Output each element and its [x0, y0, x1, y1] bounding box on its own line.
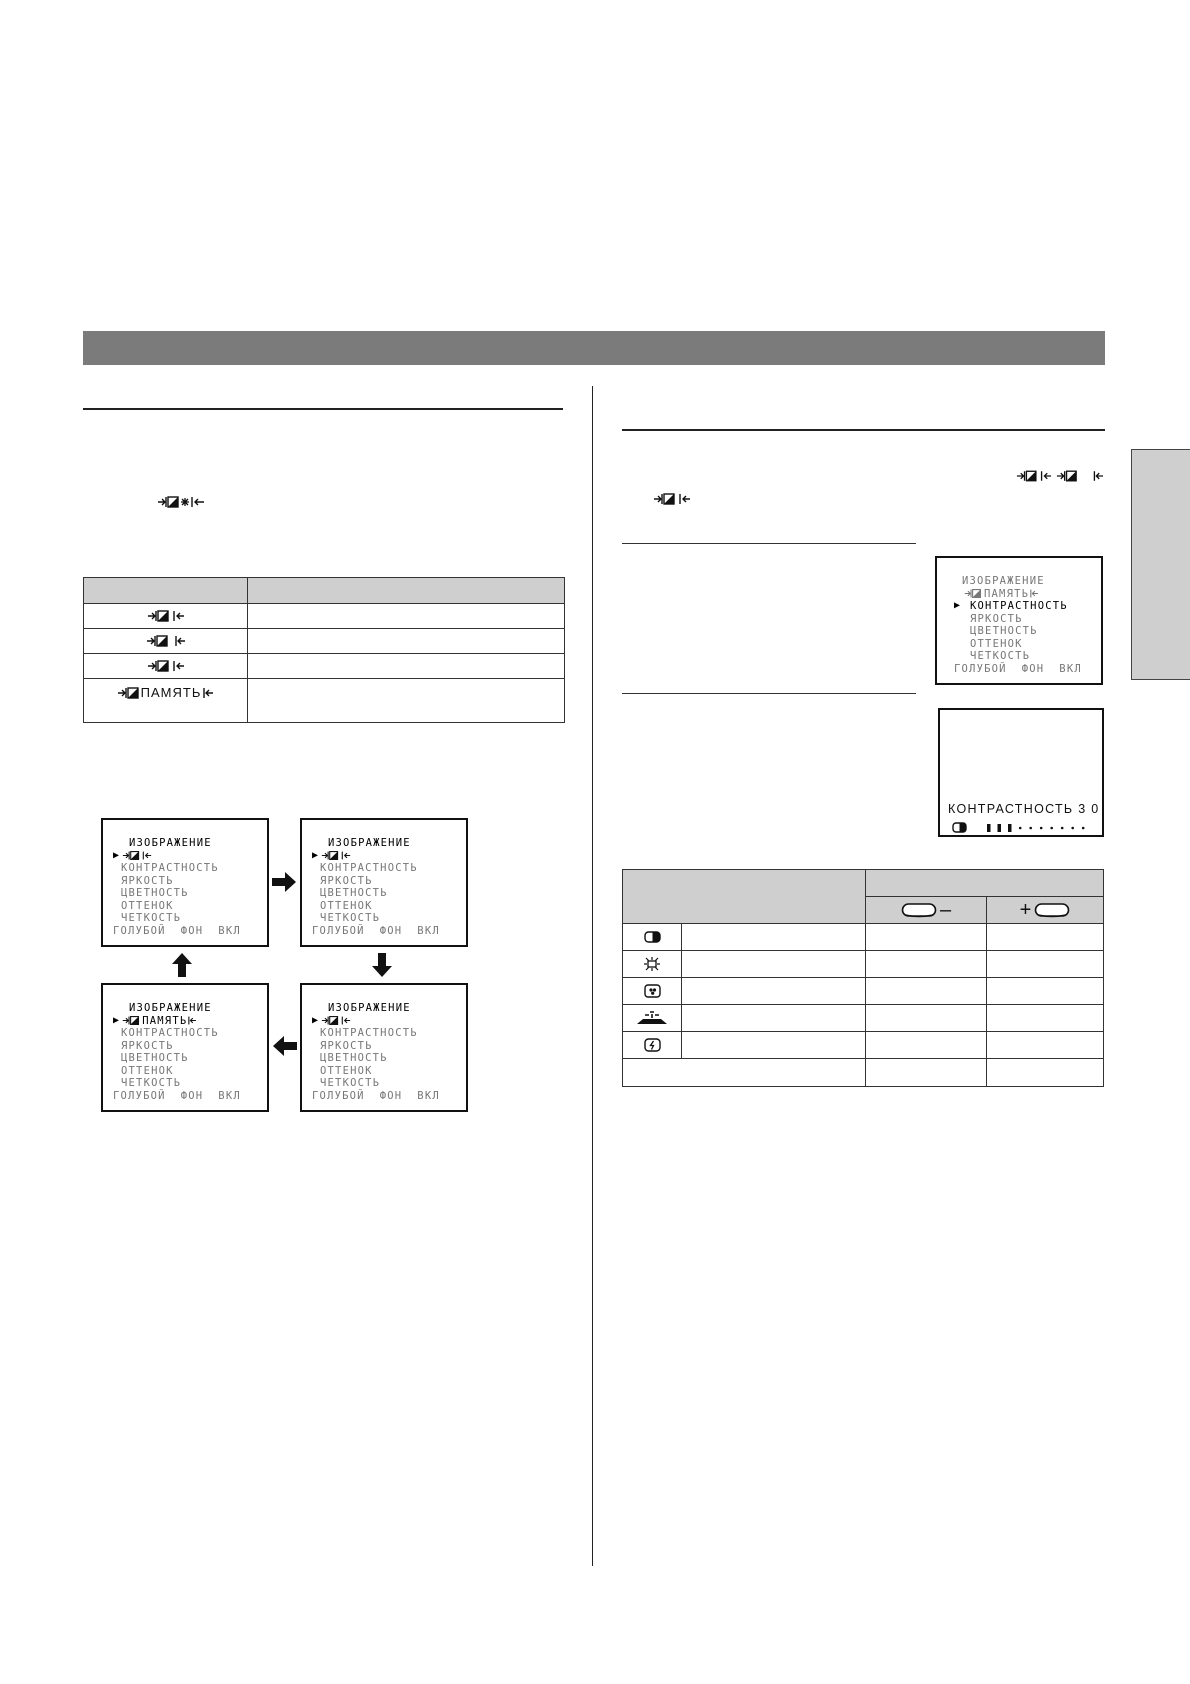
menu-item-contrast: КОНТРАСТНОСТЬ [121, 1027, 219, 1039]
arrow-left-icon [273, 1036, 297, 1056]
picture-mode-1-icon [147, 609, 185, 623]
menu-memory-label: ПАМЯТЬ [984, 587, 1030, 600]
modes-table-header-mode [84, 578, 248, 604]
modes-table-row [84, 604, 565, 629]
level-segment-empty [1082, 826, 1085, 829]
menu-item-color: ЦВЕТНОСТЬ [121, 887, 189, 899]
menu-item-brightness: ЯРКОСТЬ [121, 1039, 174, 1052]
picture-memory-icon [117, 686, 140, 700]
minus-button-icon [901, 902, 937, 918]
modes-table-header-description [248, 578, 565, 604]
menu-item-brightness: ЯРКОСТЬ [320, 874, 373, 887]
adjust-header-minus [866, 897, 987, 924]
plus-button-icon [1034, 902, 1070, 918]
menu-item-tint: ОТТЕНОК [970, 637, 1023, 650]
menu-item-tint: ОТТЕНОК [320, 899, 373, 912]
adjust-header-item [623, 870, 866, 924]
menu-item-brightness: ЯРКОСТЬ [320, 1039, 373, 1052]
contrast-level-bar [985, 823, 1095, 833]
menu-item-contrast: КОНТРАСТНОСТЬ [121, 862, 219, 874]
adjust-header-plus [987, 897, 1104, 924]
side-tab [1131, 449, 1190, 680]
menu-screen-1 [101, 818, 269, 947]
menu-screen-2 [300, 818, 468, 947]
menu-item-contrast: КОНТРАСТНОСТЬ [320, 862, 418, 874]
adjust-header-result [866, 870, 1104, 897]
brightness-icon [643, 957, 661, 971]
picture-mode-2-icon [146, 634, 186, 648]
adjust-row-color [623, 978, 1104, 1005]
adjust-row-sharpness [623, 1032, 1104, 1059]
memory-label: ПАМЯТЬ [140, 685, 202, 700]
picture-mode-2-icon [1056, 469, 1104, 483]
level-segment-empty [1061, 826, 1064, 829]
right-section-rule [622, 429, 1105, 431]
menu-title: ИЗОБРАЖЕНИЕ [962, 575, 1045, 587]
menu-item-tint: ОТТЕНОК [121, 899, 174, 912]
menu-mode-row: ▶ [312, 850, 440, 863]
menu-item-tint: ОТТЕНОК [320, 1064, 373, 1077]
arrow-down-icon [372, 953, 392, 977]
menu-memory-label: ПАМЯТЬ [142, 1014, 188, 1027]
level-segment-empty [1071, 826, 1074, 829]
menu-screen-3 [101, 983, 269, 1112]
adjust-row-blank [623, 1059, 1104, 1087]
menu-screen-4 [300, 983, 468, 1112]
level-segment-empty [1019, 826, 1022, 829]
picture-mode-star-icon [157, 495, 205, 509]
picture-modes-table [83, 577, 565, 723]
menu-mode-row: ▶ [312, 1015, 440, 1028]
arrow-up-icon [172, 953, 192, 977]
sharpness-icon [644, 1038, 661, 1052]
menu-title: ИЗОБРАЖЕНИЕ [129, 837, 212, 849]
menu-memory-row: ▶ ПАМЯТЬ [113, 1015, 241, 1028]
menu-item-contrast: КОНТРАСТНОСТЬ [320, 1027, 418, 1039]
left-section-rule [83, 408, 563, 410]
level-segment-empty [1029, 826, 1032, 829]
menu-title: ИЗОБРАЖЕНИЕ [328, 1002, 411, 1014]
contrast-level-screen [938, 708, 1104, 837]
menu-item-color: ЦВЕТНОСТЬ [121, 1052, 189, 1064]
adjust-row-tint [623, 1005, 1104, 1032]
contrast-icon [644, 931, 661, 943]
memory-arrow-icon [202, 686, 214, 700]
color-icon [644, 984, 661, 998]
menu-item-color: ЦВЕТНОСТЬ [970, 625, 1038, 637]
level-segment-empty [1040, 826, 1043, 829]
menu-item-sharpness: ЧЕТКОСТЬ [121, 912, 182, 924]
modes-table-row [84, 679, 565, 723]
menu-screen-contrast-selected [935, 556, 1103, 685]
step-1-rule [622, 543, 916, 544]
menu-item-blue-bg: ГОЛУБОЙ ФОН ВКЛ [312, 924, 440, 937]
menu-memory-row [954, 588, 1082, 601]
level-segment-filled [998, 824, 1002, 832]
level-segment-filled [1008, 824, 1012, 832]
column-divider [592, 386, 593, 1566]
menu-title: ИЗОБРАЖЕНИЕ [328, 837, 411, 849]
menu-item-sharpness: ЧЕТКОСТЬ [970, 650, 1031, 662]
adjust-row-contrast [623, 924, 1104, 951]
menu-item-sharpness: ЧЕТКОСТЬ [320, 1077, 381, 1089]
contrast-icon [952, 822, 967, 833]
menu-item-blue-bg: ГОЛУБОЙ ФОН ВКЛ [954, 662, 1082, 675]
menu-item-contrast-selected: ▶ КОНТРАСТНОСТЬ [954, 600, 1068, 612]
menu-item-blue-bg: ГОЛУБОЙ ФОН ВКЛ [312, 1089, 440, 1102]
step-2-rule [622, 693, 916, 694]
adjustment-table [622, 869, 1104, 1087]
level-segment-empty [1050, 826, 1053, 829]
menu-item-brightness: ЯРКОСТЬ [970, 612, 1023, 625]
picture-mode-1-icon [1016, 469, 1052, 483]
modes-table-row [84, 629, 565, 654]
section-header-band [83, 331, 1105, 365]
menu-item-blue-bg: ГОЛУБОЙ ФОН ВКЛ [113, 924, 241, 937]
contrast-level-label: КОНТРАСТНОСТЬ [948, 802, 1074, 816]
menu-title: ИЗОБРАЖЕНИЕ [129, 1002, 212, 1014]
menu-item-brightness: ЯРКОСТЬ [121, 874, 174, 887]
tint-icon [637, 1011, 667, 1025]
picture-mode-3-icon [147, 659, 185, 673]
contrast-level-value: 3 0 [1078, 802, 1100, 816]
adjust-row-brightness [623, 951, 1104, 978]
menu-mode-row: ▶ [113, 850, 241, 863]
menu-item-contrast: КОНТРАСТНОСТЬ [970, 600, 1068, 612]
arrow-right-icon [272, 872, 296, 892]
menu-item-blue-bg: ГОЛУБОЙ ФОН ВКЛ [113, 1089, 241, 1102]
menu-item-color: ЦВЕТНОСТЬ [320, 1052, 388, 1064]
minus-sign: – [939, 899, 952, 921]
picture-mode-3-icon [653, 492, 691, 506]
menu-item-tint: ОТТЕНОК [121, 1064, 174, 1077]
menu-item-sharpness: ЧЕТКОСТЬ [121, 1077, 182, 1089]
plus-sign: + [1019, 899, 1032, 921]
level-segment-filled [987, 824, 991, 832]
modes-table-row [84, 654, 565, 679]
menu-item-sharpness: ЧЕТКОСТЬ [320, 912, 381, 924]
menu-item-color: ЦВЕТНОСТЬ [320, 887, 388, 899]
